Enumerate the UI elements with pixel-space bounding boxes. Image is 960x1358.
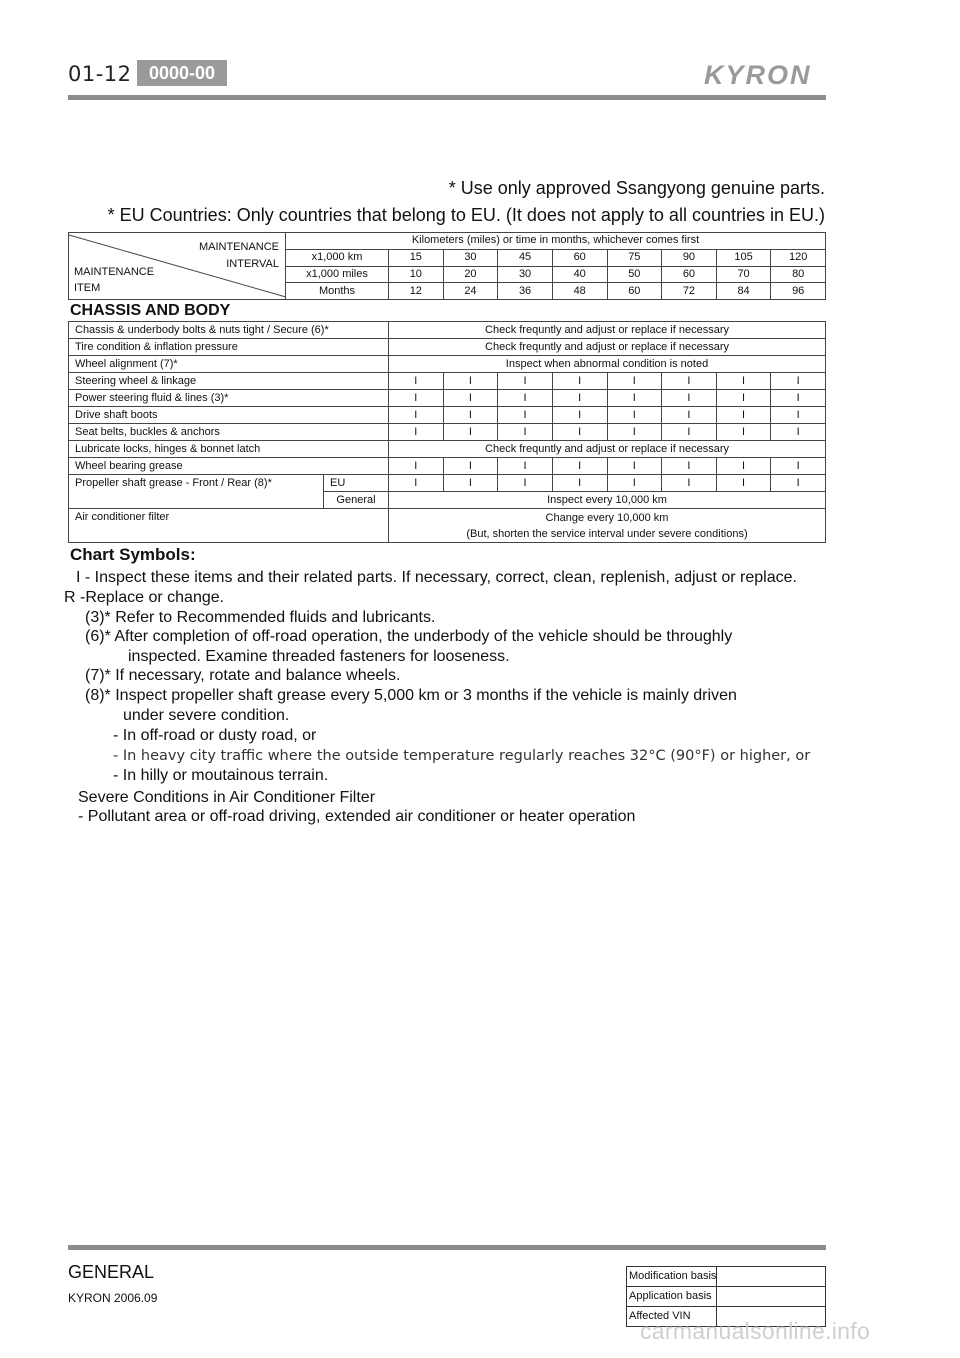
table-row [69,390,826,407]
cell: 45 [498,249,553,266]
cell: 50 [607,266,662,283]
table-row [69,322,826,339]
symbol-line: R -Replace or change. [64,589,225,606]
cell: I [716,475,771,492]
span-cell [389,509,826,543]
kyron-logo-text: KYRON [704,60,812,90]
cell: I [443,475,498,492]
corner-interval-label: INTERVAL [226,258,279,270]
cell: 70 [716,266,771,283]
span-cell: Inspect when abnormal condition is noted [389,356,826,373]
cell: I [389,390,444,407]
span-cell: Check frequntly and adjust or replace if necessary [389,339,826,356]
item-label: Wheel bearing grease [69,458,389,475]
cell: I [716,424,771,441]
cell: I [771,373,826,390]
cell: I [552,373,607,390]
mod-value [717,1287,826,1307]
cell: I [607,390,662,407]
cell: I [498,373,553,390]
cell: 60 [662,266,717,283]
cell: I [607,458,662,475]
table-row [69,441,826,458]
cell: I [662,458,717,475]
cell: I [443,390,498,407]
table-row [627,1267,826,1287]
symbol-line: - In heavy city traffic where the outside temperature regularly reaches 32°C (90°F) or higher, or [113,748,811,764]
cell: 40 [552,266,607,283]
symbol-line: (7)* If necessary, rotate and balance wheels. [85,667,401,684]
sub-label-general: General [324,492,389,509]
item-label: Steering wheel & linkage [69,373,389,390]
cell: I [607,407,662,424]
table-row [69,356,826,373]
table-row [69,458,826,475]
chassis-body-table [68,321,826,543]
cell: 72 [662,283,717,300]
table-row [69,424,826,441]
corner-item-label: ITEM [74,282,101,294]
cell: 30 [443,249,498,266]
cell: 36 [498,283,553,300]
corner-maintenance-label: MAINTENANCE [198,241,279,253]
cell: I [771,475,826,492]
footer-model-date: KYRON 2006.09 [68,1291,158,1305]
watermark-text: carmanualsonline.info [640,1318,871,1344]
table-corner-header [69,233,286,300]
symbol-line: Severe Conditions in Air Conditioner Filter [78,789,376,806]
page-number: 01-12 [68,62,132,86]
span-line: Change every 10,000 km [545,511,669,524]
cell: I [443,373,498,390]
cell: I [771,407,826,424]
cell: I [552,424,607,441]
span-cell: Check frequntly and adjust or replace if necessary [389,441,826,458]
maintenance-interval-table [68,232,826,300]
footer-section-name: GENERAL [68,1262,155,1282]
cell: 80 [771,266,826,283]
cell: I [389,475,444,492]
cell: I [498,390,553,407]
cell: 48 [552,283,607,300]
cell: I [443,424,498,441]
cell: I [498,475,553,492]
row-label: x1,000 km [286,249,389,266]
cell: I [498,407,553,424]
cell: 60 [552,249,607,266]
symbol-line: under severe condition. [123,707,290,724]
cell: I [389,424,444,441]
cell: 75 [607,249,662,266]
cell: 60 [607,283,662,300]
item-label: Seat belts, buckles & anchors [69,424,389,441]
table-row [627,1287,826,1307]
symbol-line: inspected. Examine threaded fasteners for looseness. [128,648,510,665]
cell: 96 [771,283,826,300]
cell: 84 [716,283,771,300]
table-row [69,339,826,356]
item-label: Drive shaft boots [69,407,389,424]
kyron-logo [700,58,830,92]
cell: 15 [389,249,444,266]
section-code-badge: 0000-00 [137,60,227,86]
cell: I [607,475,662,492]
cell: 10 [389,266,444,283]
cell: I [771,390,826,407]
cell: 30 [498,266,553,283]
cell: I [662,390,717,407]
cell: I [552,407,607,424]
cell: I [716,458,771,475]
cell: I [716,407,771,424]
symbol-line: - In hilly or moutainous terrain. [113,767,329,784]
footer-rule [68,1245,826,1250]
symbol-line: I - Inspect these items and their related parts. If necessary, correct, clean, replenish, adjust or replace. [76,569,797,586]
row-label: Months [286,283,389,300]
sub-label-eu: EU [324,475,389,492]
item-label: Wheel alignment (7)* [69,356,389,373]
item-label: Lubricate locks, hinges & bonnet latch [69,441,389,458]
item-label: Power steering fluid & lines (3)* [69,390,389,407]
cell: 24 [443,283,498,300]
cell: 120 [771,249,826,266]
table-row [69,407,826,424]
eu-countries-note: * EU Countries: Only countries that belong to EU. (It does not apply to all countries in EU.) [107,205,825,225]
cell: I [662,407,717,424]
cell: I [443,458,498,475]
cell: I [498,458,553,475]
mod-label: Application basis [627,1287,717,1307]
symbol-line: - In off-road or dusty road, or [113,727,317,744]
cell: I [716,373,771,390]
mod-label: Modification basis [627,1267,717,1287]
span-cell: Inspect every 10,000 km [389,492,826,509]
item-label: Tire condition & inflation pressure [69,339,389,356]
table-row [69,475,826,492]
cell: I [552,390,607,407]
symbol-line: (3)* Refer to Recommended fluids and lubricants. [85,609,436,626]
mod-value [717,1267,826,1287]
cell: 90 [662,249,717,266]
header-rule [68,95,826,100]
cell: I [607,424,662,441]
interval-heading: Kilometers (miles) or time in months, whichever comes first [286,233,826,250]
cell: I [443,407,498,424]
symbol-line: - Pollutant area or off-road driving, extended air conditioner or heater operation [78,808,636,825]
cell: I [552,458,607,475]
section-title: CHASSIS AND BODY [70,302,231,319]
cell: I [771,458,826,475]
row-label: x1,000 miles [286,266,389,283]
cell: I [389,373,444,390]
chart-symbols-heading: Chart Symbols: [70,545,196,564]
cell: I [389,407,444,424]
cell: 105 [716,249,771,266]
symbol-line: (6)* After completion of off-road operation, the underbody of the vehicle should be throughly [85,628,733,645]
cell: I [662,475,717,492]
cell: I [552,475,607,492]
mod-label: Affected VIN [627,1307,717,1327]
cell: I [771,424,826,441]
cell: 12 [389,283,444,300]
item-label: Chassis & underbody bolts & nuts tight / Secure (6)* [69,322,389,339]
corner-maintenance-item-label: MAINTENANCE [74,266,155,278]
cell: I [389,458,444,475]
symbol-line: (8)* Inspect propeller shaft grease every 5,000 km or 3 months if the vehicle is mainly driven [85,687,737,704]
span-cell: Check frequntly and adjust or replace if necessary [389,322,826,339]
cell: I [607,373,662,390]
cell: I [662,373,717,390]
span-line: (But, shorten the service interval under severe conditions) [466,527,748,540]
item-label: Air conditioner filter [69,509,389,543]
cell: I [662,424,717,441]
item-label: Propeller shaft grease - Front / Rear (8)* [69,475,324,509]
genuine-parts-note: * Use only approved Ssangyong genuine parts. [448,178,825,198]
cell: 20 [443,266,498,283]
cell: I [498,424,553,441]
table-row [69,373,826,390]
table-row [69,509,826,543]
cell: I [716,390,771,407]
